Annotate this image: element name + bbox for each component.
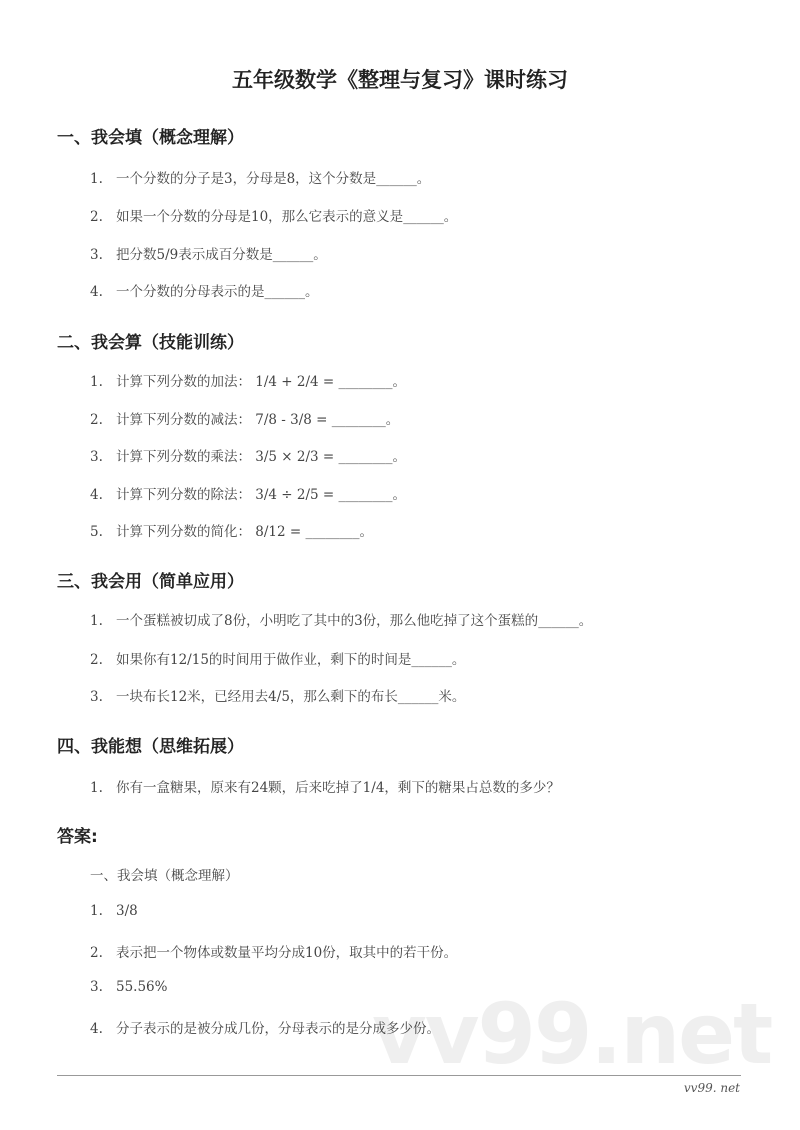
question-3-1: 1. 一个蛋糕被切成了8份，小明吃了其中的3份，那么他吃掉了这个蛋糕的______。 — [90, 613, 593, 629]
question-1-2: 2. 如果一个分数的分母是10，那么它表示的意义是______。 — [90, 209, 458, 225]
answer-blank: ______ — [397, 689, 439, 705]
answer-blank: ________ — [338, 449, 393, 465]
question-1-3: 3. 把分数5/9表示成百分数是______。 — [90, 247, 327, 263]
answer-blank: ________ — [331, 412, 386, 428]
section-heading-3: 三、我会用（简单应用） — [57, 572, 244, 592]
page-title: 五年级数学《整理与复习》课时练习 — [232, 68, 568, 92]
question-2-4: 4. 计算下列分数的除法： 3/4 ÷ 2/5 = ________。 — [90, 487, 407, 503]
question-3-2: 2. 如果你有12/15的时间用于做作业，剩下的时间是______。 — [90, 652, 466, 668]
footer-site-label: vv99. net — [683, 1081, 740, 1095]
footer-divider — [57, 1075, 741, 1076]
answer-blank: ______ — [272, 247, 314, 263]
section-heading-2: 二、我会算（技能训练） — [57, 333, 244, 353]
section-heading-1: 一、我会填（概念理解） — [57, 128, 244, 148]
question-4-1: 1. 你有一盒糖果，原来有24颗，后来吃掉了1/4，剩下的糖果占总数的多少？ — [90, 780, 560, 796]
answers-subheading: 一、我会填（概念理解） — [90, 868, 239, 884]
answer-blank: ________ — [338, 487, 393, 503]
question-1-1: 1. 一个分数的分子是3，分母是8，这个分数是______。 — [90, 171, 431, 187]
answer-blank: ______ — [403, 209, 444, 225]
answer-blank: ______ — [376, 171, 417, 187]
question-2-2: 2. 计算下列分数的减法： 7/8 - 3/8 = ________。 — [90, 412, 400, 428]
question-2-1: 1. 计算下列分数的加法： 1/4 + 2/4 = ________。 — [90, 374, 407, 390]
answer-3: 3. 55.56% — [90, 979, 168, 995]
answers-heading: 答案: — [57, 827, 98, 847]
answer-blank: ________ — [305, 524, 360, 540]
answer-2: 2. 表示把一个物体或数量平均分成10份，取其中的若干份。 — [90, 945, 458, 961]
answer-blank: ________ — [338, 374, 393, 390]
answer-1: 1. 3/8 — [90, 903, 138, 919]
answer-blank: ______ — [538, 613, 579, 629]
question-2-3: 3. 计算下列分数的乘法： 3/5 × 2/3 = ________。 — [90, 449, 407, 465]
question-1-4: 4. 一个分数的分母表示的是______。 — [90, 284, 319, 300]
watermark: vv99.net — [372, 985, 772, 1083]
answer-4: 4. 分子表示的是被分成几份，分母表示的是分成多少份。 — [90, 1021, 440, 1037]
question-2-5: 5. 计算下列分数的简化： 8/12 = ________。 — [90, 524, 374, 540]
section-heading-4: 四、我能想（思维拓展） — [57, 737, 244, 757]
answer-blank: ______ — [264, 284, 305, 300]
question-3-3: 3. 一块布长12米，已经用去4/5，那么剩下的布长______米。 — [90, 689, 466, 705]
answer-blank: ______ — [411, 652, 452, 668]
